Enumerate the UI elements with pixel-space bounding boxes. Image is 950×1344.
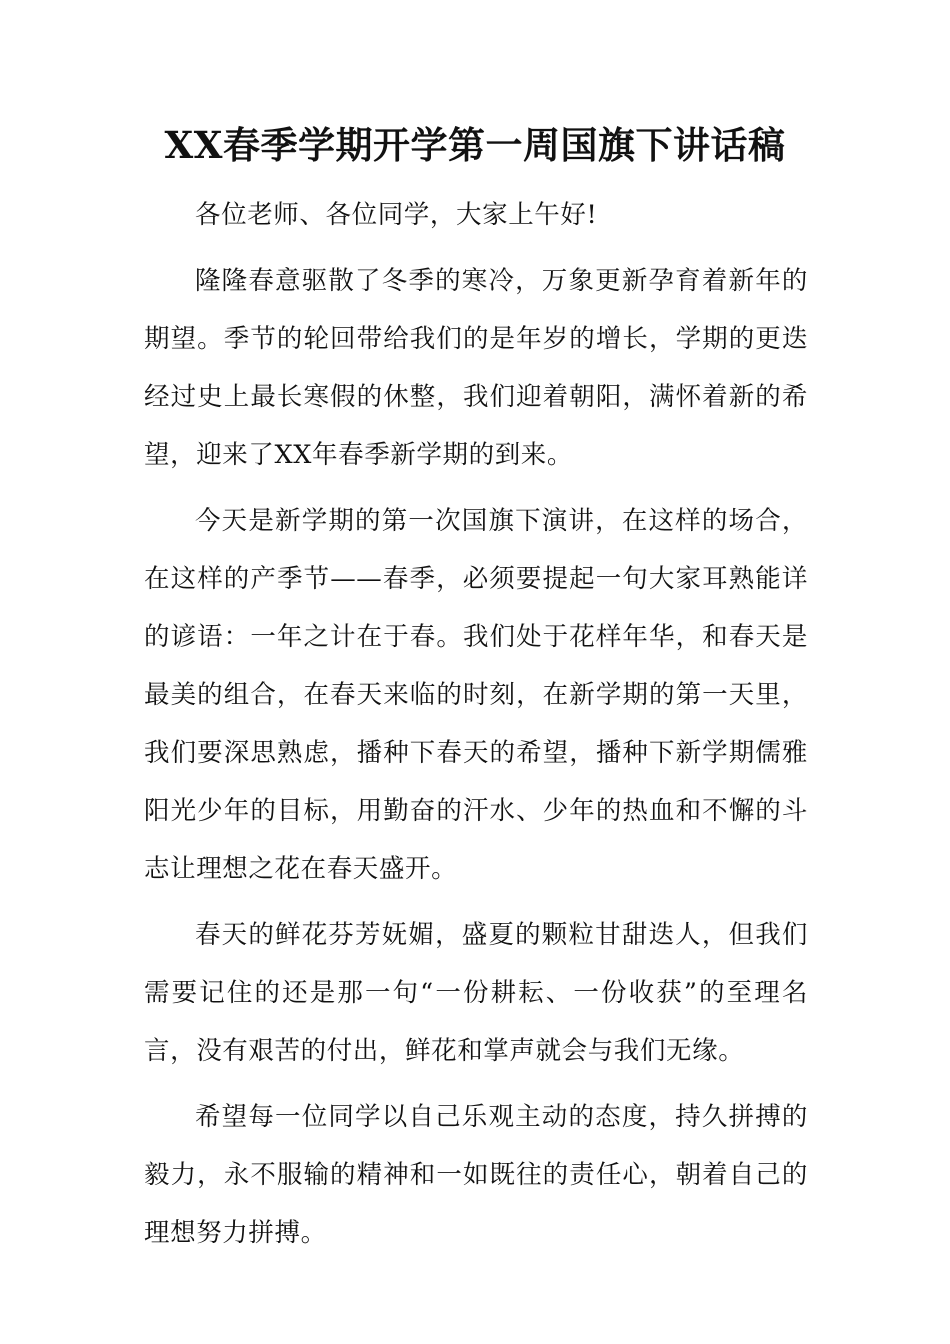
- document-title: XX春季学期开学第一周国旗下讲话稿: [164, 123, 786, 167]
- paragraph-spring-intro: 隆隆春意驱散了冬季的寒冷，万象更新孕育着新年的期望。季节的轮回带给我们的是年岁的增长，学期的更迭经过史上最长寒假的休整，我们迎着朝阳，满怀着新的希望，迎来了XX年春季新学期的到来。: [144, 266, 808, 470]
- paragraph-effort: 春天的鲜花芬芳妩媚，盛夏的颗粒甘甜迭人，但我们需要记住的还是那一句“一份耕耘、一份收获”的至理名言，没有艰苦的付出，鲜花和掌声就会与我们无缘。: [144, 920, 808, 1066]
- paragraph-first-speech: 今天是新学期的第一次国旗下演讲，在这样的场合，在这样的产季节——春季，必须要提起一句大家耳熟能详的谚语：一年之计在于春。我们处于花样年华，和春天是最美的组合，在春天来临的时刻，在新学期的第一天里，我们要深思熟虑，播种下春天的希望，播种下新学期儒雅阳光少年的目标，用勤奋的汗水、少年的热血和不懈的斗志让理想之花在春天盛开。: [144, 506, 808, 884]
- document-body: [144, 186, 808, 1270]
- paragraph-greeting: 各位老师、各位同学，大家上午好!: [195, 200, 598, 230]
- paragraph-hope: 希望每一位同学以自己乐观主动的态度，持久拼搏的毅力，永不服输的精神和一如既往的责任心，朝着自己的理想努力拼搏。: [144, 1102, 808, 1248]
